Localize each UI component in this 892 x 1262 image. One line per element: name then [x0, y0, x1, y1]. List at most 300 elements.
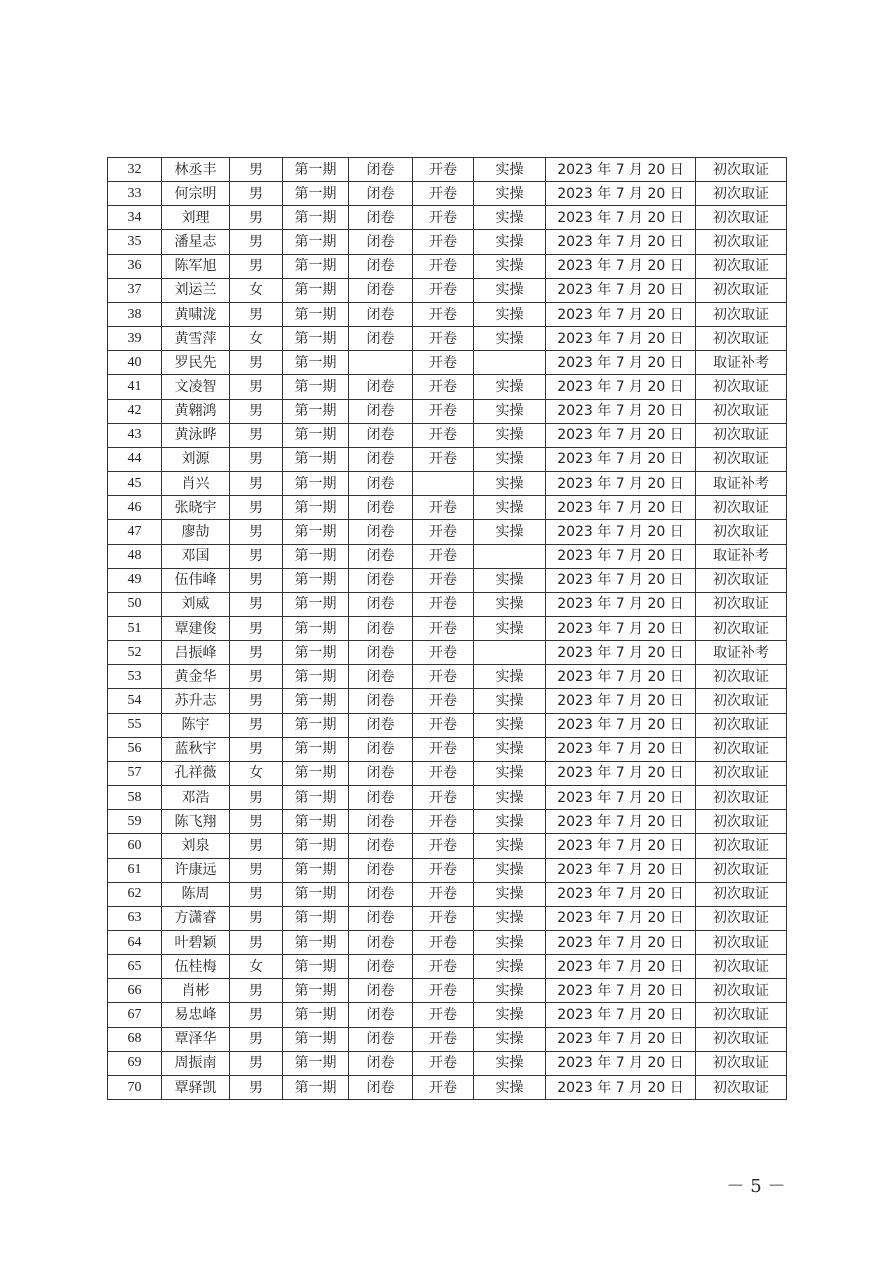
term-cell: 第一期 — [283, 351, 349, 375]
name-cell: 邓浩 — [162, 786, 230, 810]
practical-exam-cell: 实操 — [474, 1075, 546, 1099]
row-number-cell: 42 — [108, 399, 162, 423]
table-row — [108, 858, 787, 882]
table-row — [108, 737, 787, 761]
name-cell: 黄雪萍 — [162, 327, 230, 351]
gender-cell: 女 — [230, 278, 283, 302]
row-number-cell: 68 — [108, 1027, 162, 1051]
certification-type-cell: 初次取证 — [696, 737, 787, 761]
table-row — [108, 955, 787, 979]
open-book-exam-cell: 开卷 — [413, 1075, 474, 1099]
gender-cell: 男 — [230, 1075, 283, 1099]
exam-date-cell: 2023 年 7 月 20 日 — [546, 302, 696, 326]
open-book-exam-cell: 开卷 — [413, 158, 474, 182]
table-row — [108, 1027, 787, 1051]
practical-exam-cell: 实操 — [474, 761, 546, 785]
gender-cell: 男 — [230, 158, 283, 182]
practical-exam-cell: 实操 — [474, 810, 546, 834]
row-number-cell: 52 — [108, 641, 162, 665]
table-row — [108, 979, 787, 1003]
name-cell: 易忠峰 — [162, 1003, 230, 1027]
exam-date-cell: 2023 年 7 月 20 日 — [546, 278, 696, 302]
row-number-cell: 38 — [108, 302, 162, 326]
closed-book-exam-cell: 闭卷 — [349, 182, 413, 206]
row-number-cell: 43 — [108, 423, 162, 447]
practical-exam-cell: 实操 — [474, 447, 546, 471]
term-cell: 第一期 — [283, 713, 349, 737]
row-number-cell: 44 — [108, 447, 162, 471]
practical-exam-cell: 实操 — [474, 472, 546, 496]
open-book-exam-cell: 开卷 — [413, 375, 474, 399]
practical-exam-cell: 实操 — [474, 182, 546, 206]
term-cell: 第一期 — [283, 520, 349, 544]
gender-cell: 女 — [230, 955, 283, 979]
gender-cell: 男 — [230, 375, 283, 399]
gender-cell: 男 — [230, 544, 283, 568]
page-number: － 5 － — [726, 1176, 786, 1197]
term-cell: 第一期 — [283, 882, 349, 906]
exam-date-cell: 2023 年 7 月 20 日 — [546, 544, 696, 568]
row-number-cell: 45 — [108, 472, 162, 496]
gender-cell: 男 — [230, 520, 283, 544]
gender-cell: 男 — [230, 423, 283, 447]
exam-date-cell: 2023 年 7 月 20 日 — [546, 786, 696, 810]
exam-date-cell: 2023 年 7 月 20 日 — [546, 955, 696, 979]
exam-date-cell: 2023 年 7 月 20 日 — [546, 375, 696, 399]
open-book-exam-cell: 开卷 — [413, 858, 474, 882]
row-number-cell: 58 — [108, 786, 162, 810]
certification-type-cell: 初次取证 — [696, 327, 787, 351]
row-number-cell: 37 — [108, 278, 162, 302]
closed-book-exam-cell: 闭卷 — [349, 761, 413, 785]
gender-cell: 男 — [230, 592, 283, 616]
gender-cell: 男 — [230, 351, 283, 375]
practical-exam-cell — [474, 544, 546, 568]
term-cell: 第一期 — [283, 665, 349, 689]
exam-date-cell: 2023 年 7 月 20 日 — [546, 1027, 696, 1051]
open-book-exam-cell: 开卷 — [413, 254, 474, 278]
closed-book-exam-cell — [349, 351, 413, 375]
row-number-cell: 39 — [108, 327, 162, 351]
closed-book-exam-cell: 闭卷 — [349, 931, 413, 955]
table-row — [108, 278, 787, 302]
name-cell: 文凌智 — [162, 375, 230, 399]
certification-type-cell: 初次取证 — [696, 1003, 787, 1027]
exam-date-cell: 2023 年 7 月 20 日 — [546, 906, 696, 930]
roster-table — [107, 157, 787, 1100]
table-row — [108, 520, 787, 544]
row-number-cell: 50 — [108, 592, 162, 616]
name-cell: 孔祥薇 — [162, 761, 230, 785]
term-cell: 第一期 — [283, 182, 349, 206]
name-cell: 黄泳晔 — [162, 423, 230, 447]
closed-book-exam-cell: 闭卷 — [349, 592, 413, 616]
term-cell: 第一期 — [283, 327, 349, 351]
table-row — [108, 592, 787, 616]
practical-exam-cell: 实操 — [474, 254, 546, 278]
term-cell: 第一期 — [283, 1027, 349, 1051]
open-book-exam-cell: 开卷 — [413, 834, 474, 858]
open-book-exam-cell: 开卷 — [413, 931, 474, 955]
row-number-cell: 55 — [108, 713, 162, 737]
certification-type-cell: 初次取证 — [696, 906, 787, 930]
name-cell: 刘源 — [162, 447, 230, 471]
table-row — [108, 1003, 787, 1027]
certification-type-cell: 初次取证 — [696, 955, 787, 979]
name-cell: 黄啸泷 — [162, 302, 230, 326]
row-number-cell: 48 — [108, 544, 162, 568]
open-book-exam-cell: 开卷 — [413, 955, 474, 979]
open-book-exam-cell: 开卷 — [413, 520, 474, 544]
gender-cell: 男 — [230, 254, 283, 278]
row-number-cell: 53 — [108, 665, 162, 689]
name-cell: 叶碧颖 — [162, 931, 230, 955]
table-row — [108, 1051, 787, 1075]
exam-date-cell: 2023 年 7 月 20 日 — [546, 520, 696, 544]
name-cell: 刘泉 — [162, 834, 230, 858]
certification-type-cell: 初次取证 — [696, 834, 787, 858]
practical-exam-cell: 实操 — [474, 520, 546, 544]
exam-date-cell: 2023 年 7 月 20 日 — [546, 858, 696, 882]
open-book-exam-cell: 开卷 — [413, 1051, 474, 1075]
open-book-exam-cell — [413, 472, 474, 496]
closed-book-exam-cell: 闭卷 — [349, 1027, 413, 1051]
row-number-cell: 32 — [108, 158, 162, 182]
table-row — [108, 761, 787, 785]
closed-book-exam-cell: 闭卷 — [349, 206, 413, 230]
closed-book-exam-cell: 闭卷 — [349, 230, 413, 254]
closed-book-exam-cell: 闭卷 — [349, 786, 413, 810]
open-book-exam-cell: 开卷 — [413, 230, 474, 254]
open-book-exam-cell: 开卷 — [413, 496, 474, 520]
exam-date-cell: 2023 年 7 月 20 日 — [546, 641, 696, 665]
table-row — [108, 302, 787, 326]
term-cell: 第一期 — [283, 761, 349, 785]
table-row — [108, 689, 787, 713]
practical-exam-cell: 实操 — [474, 906, 546, 930]
practical-exam-cell: 实操 — [474, 931, 546, 955]
exam-date-cell: 2023 年 7 月 20 日 — [546, 423, 696, 447]
row-number-cell: 49 — [108, 568, 162, 592]
certification-type-cell: 初次取证 — [696, 1075, 787, 1099]
exam-date-cell: 2023 年 7 月 20 日 — [546, 568, 696, 592]
certification-type-cell: 初次取证 — [696, 496, 787, 520]
exam-date-cell: 2023 年 7 月 20 日 — [546, 182, 696, 206]
open-book-exam-cell: 开卷 — [413, 1027, 474, 1051]
row-number-cell: 67 — [108, 1003, 162, 1027]
practical-exam-cell: 实操 — [474, 689, 546, 713]
gender-cell: 男 — [230, 1051, 283, 1075]
row-number-cell: 60 — [108, 834, 162, 858]
table-row — [108, 882, 787, 906]
certification-type-cell: 初次取证 — [696, 931, 787, 955]
term-cell: 第一期 — [283, 254, 349, 278]
certification-type-cell: 初次取证 — [696, 568, 787, 592]
term-cell: 第一期 — [283, 302, 349, 326]
gender-cell: 男 — [230, 786, 283, 810]
term-cell: 第一期 — [283, 931, 349, 955]
closed-book-exam-cell: 闭卷 — [349, 906, 413, 930]
row-number-cell: 33 — [108, 182, 162, 206]
practical-exam-cell: 实操 — [474, 882, 546, 906]
certification-type-cell: 初次取证 — [696, 786, 787, 810]
table-row — [108, 206, 787, 230]
exam-date-cell: 2023 年 7 月 20 日 — [546, 327, 696, 351]
certification-type-cell: 取证补考 — [696, 351, 787, 375]
practical-exam-cell: 实操 — [474, 713, 546, 737]
name-cell: 潘星志 — [162, 230, 230, 254]
term-cell: 第一期 — [283, 447, 349, 471]
closed-book-exam-cell: 闭卷 — [349, 882, 413, 906]
practical-exam-cell — [474, 641, 546, 665]
gender-cell: 男 — [230, 302, 283, 326]
gender-cell: 女 — [230, 327, 283, 351]
row-number-cell: 40 — [108, 351, 162, 375]
term-cell: 第一期 — [283, 1003, 349, 1027]
row-number-cell: 35 — [108, 230, 162, 254]
closed-book-exam-cell: 闭卷 — [349, 568, 413, 592]
term-cell: 第一期 — [283, 906, 349, 930]
practical-exam-cell: 实操 — [474, 327, 546, 351]
gender-cell: 男 — [230, 882, 283, 906]
closed-book-exam-cell: 闭卷 — [349, 375, 413, 399]
term-cell: 第一期 — [283, 1075, 349, 1099]
name-cell: 廖劼 — [162, 520, 230, 544]
table-row — [108, 834, 787, 858]
gender-cell: 男 — [230, 737, 283, 761]
exam-date-cell: 2023 年 7 月 20 日 — [546, 616, 696, 640]
row-number-cell: 41 — [108, 375, 162, 399]
table-row — [108, 496, 787, 520]
row-number-cell: 65 — [108, 955, 162, 979]
exam-date-cell: 2023 年 7 月 20 日 — [546, 689, 696, 713]
table-row — [108, 786, 787, 810]
practical-exam-cell: 实操 — [474, 496, 546, 520]
certification-type-cell: 初次取证 — [696, 810, 787, 834]
open-book-exam-cell: 开卷 — [413, 423, 474, 447]
open-book-exam-cell: 开卷 — [413, 327, 474, 351]
name-cell: 陈飞翔 — [162, 810, 230, 834]
name-cell: 陈宇 — [162, 713, 230, 737]
gender-cell: 男 — [230, 1003, 283, 1027]
row-number-cell: 56 — [108, 737, 162, 761]
term-cell: 第一期 — [283, 399, 349, 423]
practical-exam-cell: 实操 — [474, 955, 546, 979]
table-row — [108, 906, 787, 930]
open-book-exam-cell: 开卷 — [413, 616, 474, 640]
gender-cell: 男 — [230, 665, 283, 689]
name-cell: 覃建俊 — [162, 616, 230, 640]
row-number-cell: 70 — [108, 1075, 162, 1099]
certification-type-cell: 初次取证 — [696, 182, 787, 206]
name-cell: 吕振峰 — [162, 641, 230, 665]
closed-book-exam-cell: 闭卷 — [349, 423, 413, 447]
row-number-cell: 34 — [108, 206, 162, 230]
practical-exam-cell: 实操 — [474, 858, 546, 882]
exam-date-cell: 2023 年 7 月 20 日 — [546, 810, 696, 834]
row-number-cell: 63 — [108, 906, 162, 930]
table-row — [108, 544, 787, 568]
practical-exam-cell: 实操 — [474, 278, 546, 302]
name-cell: 罗民先 — [162, 351, 230, 375]
gender-cell: 男 — [230, 447, 283, 471]
closed-book-exam-cell: 闭卷 — [349, 858, 413, 882]
closed-book-exam-cell: 闭卷 — [349, 834, 413, 858]
table-row — [108, 375, 787, 399]
term-cell: 第一期 — [283, 158, 349, 182]
certification-type-cell: 初次取证 — [696, 858, 787, 882]
table-row — [108, 447, 787, 471]
open-book-exam-cell: 开卷 — [413, 979, 474, 1003]
open-book-exam-cell: 开卷 — [413, 182, 474, 206]
certification-type-cell: 初次取证 — [696, 278, 787, 302]
row-number-cell: 57 — [108, 761, 162, 785]
certification-type-cell: 初次取证 — [696, 713, 787, 737]
name-cell: 邓国 — [162, 544, 230, 568]
closed-book-exam-cell: 闭卷 — [349, 810, 413, 834]
name-cell: 周振南 — [162, 1051, 230, 1075]
gender-cell: 男 — [230, 834, 283, 858]
table-row — [108, 182, 787, 206]
certification-type-cell: 初次取证 — [696, 254, 787, 278]
closed-book-exam-cell: 闭卷 — [349, 496, 413, 520]
gender-cell: 男 — [230, 810, 283, 834]
table-row — [108, 665, 787, 689]
practical-exam-cell: 实操 — [474, 1027, 546, 1051]
name-cell: 黄翱鸿 — [162, 399, 230, 423]
table-row — [108, 641, 787, 665]
open-book-exam-cell: 开卷 — [413, 302, 474, 326]
open-book-exam-cell: 开卷 — [413, 665, 474, 689]
open-book-exam-cell: 开卷 — [413, 810, 474, 834]
open-book-exam-cell: 开卷 — [413, 1003, 474, 1027]
exam-date-cell: 2023 年 7 月 20 日 — [546, 1075, 696, 1099]
certification-type-cell: 初次取证 — [696, 1051, 787, 1075]
term-cell: 第一期 — [283, 616, 349, 640]
exam-date-cell: 2023 年 7 月 20 日 — [546, 254, 696, 278]
open-book-exam-cell: 开卷 — [413, 351, 474, 375]
exam-date-cell: 2023 年 7 月 20 日 — [546, 496, 696, 520]
practical-exam-cell: 实操 — [474, 616, 546, 640]
practical-exam-cell: 实操 — [474, 230, 546, 254]
row-number-cell: 47 — [108, 520, 162, 544]
practical-exam-cell: 实操 — [474, 399, 546, 423]
exam-date-cell: 2023 年 7 月 20 日 — [546, 1051, 696, 1075]
name-cell: 覃驿凯 — [162, 1075, 230, 1099]
term-cell: 第一期 — [283, 955, 349, 979]
row-number-cell: 66 — [108, 979, 162, 1003]
gender-cell: 男 — [230, 496, 283, 520]
row-number-cell: 59 — [108, 810, 162, 834]
name-cell: 张晓宇 — [162, 496, 230, 520]
gender-cell: 男 — [230, 979, 283, 1003]
table-row — [108, 931, 787, 955]
exam-date-cell: 2023 年 7 月 20 日 — [546, 206, 696, 230]
closed-book-exam-cell: 闭卷 — [349, 278, 413, 302]
closed-book-exam-cell: 闭卷 — [349, 1075, 413, 1099]
name-cell: 伍伟峰 — [162, 568, 230, 592]
gender-cell: 男 — [230, 713, 283, 737]
term-cell: 第一期 — [283, 496, 349, 520]
certification-type-cell: 初次取证 — [696, 302, 787, 326]
exam-date-cell: 2023 年 7 月 20 日 — [546, 592, 696, 616]
practical-exam-cell: 实操 — [474, 1003, 546, 1027]
gender-cell: 男 — [230, 230, 283, 254]
table-row — [108, 423, 787, 447]
certification-type-cell: 初次取证 — [696, 882, 787, 906]
exam-date-cell: 2023 年 7 月 20 日 — [546, 399, 696, 423]
name-cell: 陈周 — [162, 882, 230, 906]
open-book-exam-cell: 开卷 — [413, 761, 474, 785]
practical-exam-cell: 实操 — [474, 375, 546, 399]
open-book-exam-cell: 开卷 — [413, 786, 474, 810]
open-book-exam-cell: 开卷 — [413, 689, 474, 713]
term-cell: 第一期 — [283, 206, 349, 230]
table-row — [108, 472, 787, 496]
row-number-cell: 64 — [108, 931, 162, 955]
certification-type-cell: 初次取证 — [696, 761, 787, 785]
certification-type-cell: 初次取证 — [696, 206, 787, 230]
closed-book-exam-cell: 闭卷 — [349, 737, 413, 761]
gender-cell: 男 — [230, 906, 283, 930]
table-row — [108, 351, 787, 375]
exam-date-cell: 2023 年 7 月 20 日 — [546, 230, 696, 254]
practical-exam-cell — [474, 351, 546, 375]
term-cell: 第一期 — [283, 834, 349, 858]
practical-exam-cell: 实操 — [474, 786, 546, 810]
closed-book-exam-cell: 闭卷 — [349, 327, 413, 351]
gender-cell: 男 — [230, 182, 283, 206]
gender-cell: 男 — [230, 931, 283, 955]
certification-type-cell: 初次取证 — [696, 158, 787, 182]
certification-type-cell: 初次取证 — [696, 979, 787, 1003]
certification-type-cell: 初次取证 — [696, 447, 787, 471]
exam-date-cell: 2023 年 7 月 20 日 — [546, 737, 696, 761]
certification-type-cell: 初次取证 — [696, 1027, 787, 1051]
open-book-exam-cell: 开卷 — [413, 641, 474, 665]
closed-book-exam-cell: 闭卷 — [349, 665, 413, 689]
term-cell: 第一期 — [283, 810, 349, 834]
open-book-exam-cell: 开卷 — [413, 544, 474, 568]
name-cell: 方潇睿 — [162, 906, 230, 930]
exam-date-cell: 2023 年 7 月 20 日 — [546, 931, 696, 955]
table-row — [108, 568, 787, 592]
practical-exam-cell: 实操 — [474, 665, 546, 689]
practical-exam-cell: 实操 — [474, 592, 546, 616]
table-row — [108, 1075, 787, 1099]
table-row — [108, 399, 787, 423]
name-cell: 刘运兰 — [162, 278, 230, 302]
gender-cell: 男 — [230, 399, 283, 423]
open-book-exam-cell: 开卷 — [413, 206, 474, 230]
certification-type-cell: 取证补考 — [696, 544, 787, 568]
practical-exam-cell: 实操 — [474, 979, 546, 1003]
practical-exam-cell: 实操 — [474, 834, 546, 858]
name-cell: 肖兴 — [162, 472, 230, 496]
open-book-exam-cell: 开卷 — [413, 399, 474, 423]
name-cell: 伍桂梅 — [162, 955, 230, 979]
open-book-exam-cell: 开卷 — [413, 882, 474, 906]
certification-type-cell: 初次取证 — [696, 689, 787, 713]
exam-date-cell: 2023 年 7 月 20 日 — [546, 761, 696, 785]
table-row — [108, 327, 787, 351]
row-number-cell: 69 — [108, 1051, 162, 1075]
certification-type-cell: 取证补考 — [696, 472, 787, 496]
open-book-exam-cell: 开卷 — [413, 737, 474, 761]
exam-date-cell: 2023 年 7 月 20 日 — [546, 713, 696, 737]
certification-type-cell: 初次取证 — [696, 616, 787, 640]
open-book-exam-cell: 开卷 — [413, 713, 474, 737]
